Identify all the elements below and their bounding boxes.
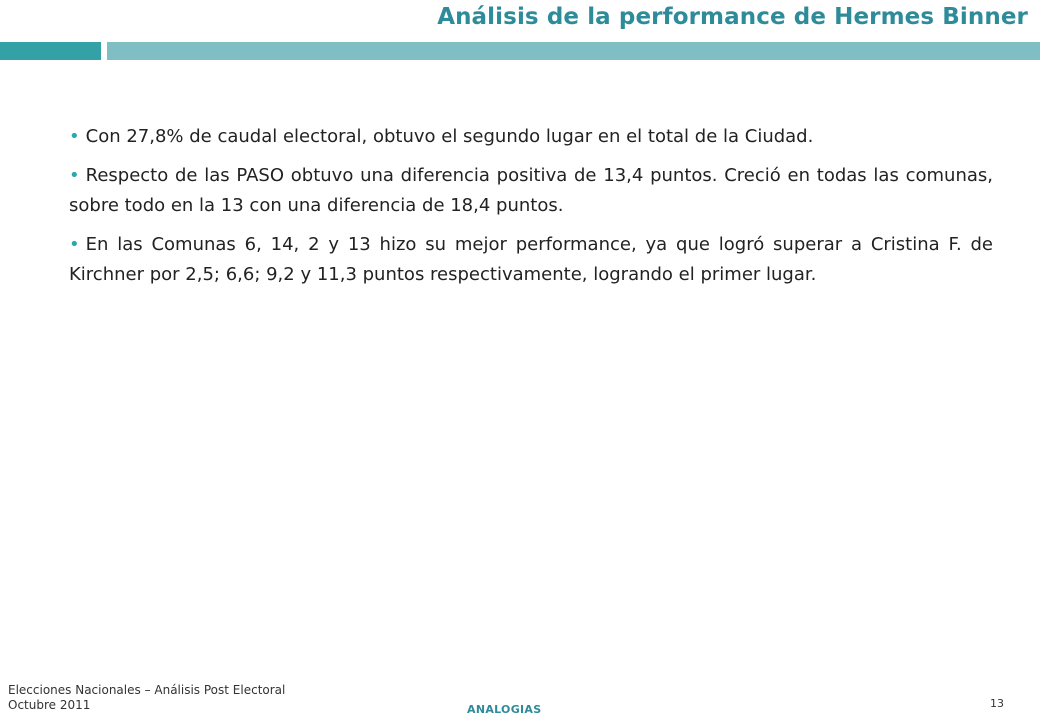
- bullet-icon: •: [69, 126, 80, 147]
- bullet-item: [69, 122, 993, 152]
- bullet-list: [69, 122, 993, 299]
- bullet-text: En las Comunas 6, 14, 2 y 13 hizo su mejor performance, ya que logró superar a Cristina F. de Kirchner por 2,5; 6,6; 9,2 y 11,3 puntos respectivamente, logrando el primer lugar.: [69, 234, 993, 285]
- slide-title: Análisis de la performance de Hermes Binner: [437, 4, 1028, 30]
- bullet-item: [69, 230, 993, 290]
- footer-line-1: Elecciones Nacionales – Análisis Post Electoral: [8, 683, 286, 697]
- footer-info: [8, 683, 285, 713]
- bullet-icon: •: [69, 234, 80, 255]
- bullet-icon: •: [69, 165, 80, 186]
- bullet-text: Respecto de las PASO obtuvo una diferencia positiva de 13,4 puntos. Creció en todas las comunas, sobre todo en la 13 con una diferencia de 18,4 puntos.: [69, 165, 993, 216]
- bullet-item: [69, 161, 993, 221]
- page-number: 13: [990, 697, 1004, 710]
- bullet-text: Con 27,8% de caudal electoral, obtuvo el segundo lugar en el total de la Ciudad.: [85, 126, 814, 147]
- header-bar-accent: [0, 42, 101, 60]
- footer-brand: ANALOGIAS: [467, 703, 542, 716]
- header-bar: [107, 42, 1040, 60]
- footer-line-2: Octubre 2011: [8, 698, 91, 712]
